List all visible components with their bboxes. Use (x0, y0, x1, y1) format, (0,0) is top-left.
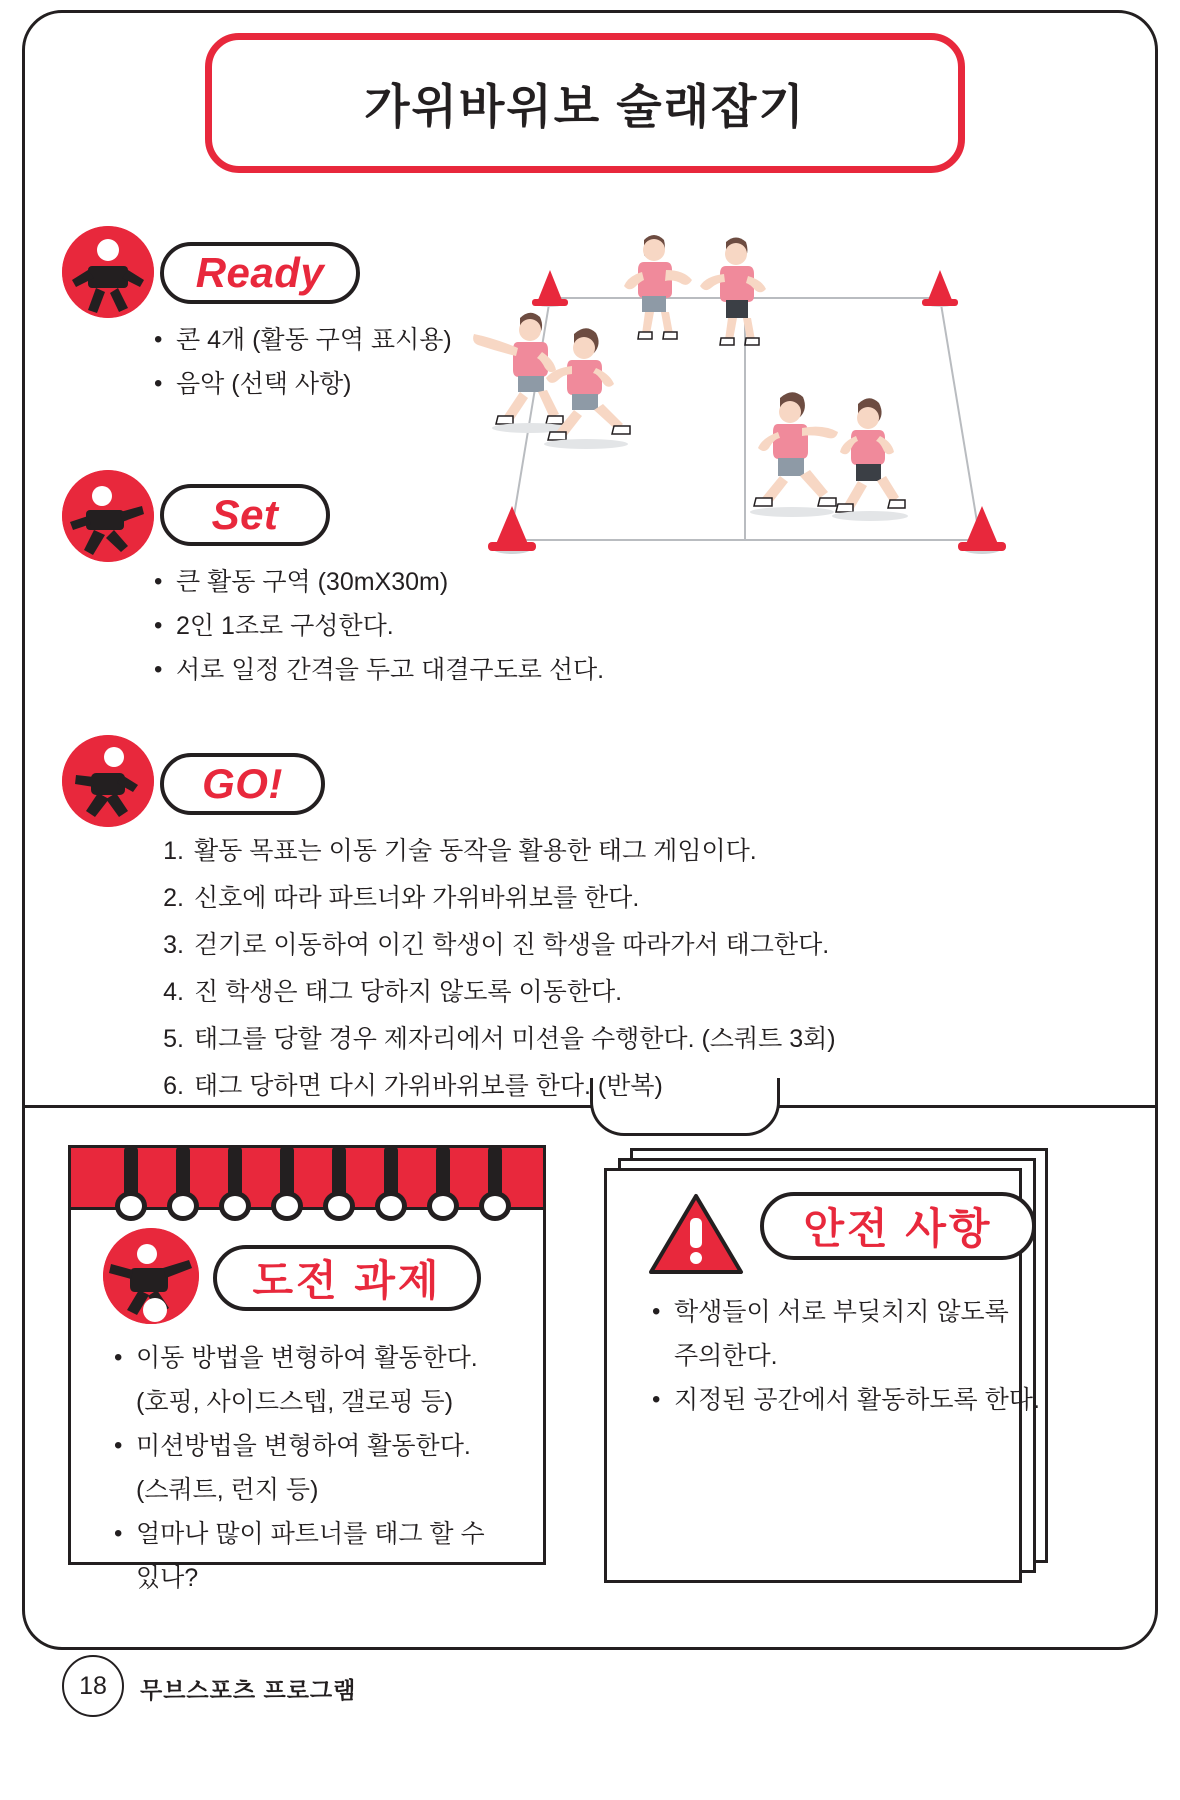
list-item: • 음악 (선택 사항) (150, 362, 452, 406)
list-item-continuation: 있나? (136, 1564, 199, 1592)
spiral-ring-icon (332, 1145, 346, 1207)
list-item: • 지정된 공간에서 활동하도록 한다. (648, 1378, 1040, 1422)
challenge-list (110, 1336, 485, 1600)
page-title: 가위바위보 술래잡기 (364, 79, 806, 133)
step-number: 3. (163, 931, 184, 959)
step-text: 태그를 당할 경우 제자리에서 미션을 수행한다. (스쿼트 3회) (194, 1025, 836, 1053)
cone (532, 270, 568, 307)
list-item: • 학생들이 서로 부딪치지 않도록 (648, 1290, 1040, 1334)
list-item: • 2인 1조로 구성한다. (150, 604, 604, 648)
challenge-pill (213, 1245, 481, 1311)
list-item: • 이동 방법을 변형하여 활동한다. (110, 1336, 485, 1380)
numbered-step (152, 875, 836, 922)
numbered-step (152, 1016, 836, 1063)
program-name: 무브스포츠 프로그램 (140, 1677, 357, 1703)
ready-runner-badge-icon (62, 226, 154, 318)
set-runner-badge-icon (62, 470, 154, 562)
list-item: • 서로 일정 간격을 두고 대결구도로 선다. (150, 648, 604, 692)
step-text: 걷기로 이동하여 이긴 학생이 진 학생을 따라가서 태그한다. (194, 931, 830, 959)
safety-label: 안전 사항 (803, 1205, 993, 1252)
spiral-ring-icon (280, 1145, 294, 1207)
step-text: 진 학생은 태그 당하지 않도록 이동한다. (194, 978, 623, 1006)
warning-triangle-icon (648, 1192, 744, 1276)
set-pill (160, 484, 330, 546)
page-number-badge (62, 1655, 124, 1717)
step-text: 활동 목표는 이동 기술 동작을 활용한 태그 게임이다. (194, 837, 757, 865)
activity-area-diagram (470, 230, 1030, 630)
spiral-ring-icon (436, 1145, 450, 1207)
cone (958, 506, 1006, 554)
numbered-step (152, 922, 836, 969)
player-figure (750, 392, 908, 521)
ready-label: Ready (195, 249, 325, 296)
list-item: • 큰 활동 구역 (30mX30m) (150, 560, 604, 604)
ready-list (150, 318, 452, 406)
player-figure (473, 313, 630, 449)
spiral-ring-icon (488, 1145, 502, 1207)
cone (488, 506, 536, 554)
step-number: 6. (163, 1072, 184, 1100)
challenge-label: 도전 과제 (252, 1257, 442, 1304)
page-number: 18 (79, 1671, 107, 1700)
set-label: Set (211, 491, 279, 538)
spiral-ring-icon (124, 1145, 138, 1207)
step-number: 4. (163, 978, 184, 1006)
go-label: GO! (202, 760, 283, 807)
list-item: • 콘 4개 (활동 구역 표시용) (150, 318, 452, 362)
page-title-banner (205, 33, 965, 173)
list-item: • 얼마나 많이 파트너를 태그 할 수 (110, 1512, 485, 1556)
ready-pill (160, 242, 360, 304)
spiral-ring-icon (228, 1145, 242, 1207)
step-number: 5. (163, 1025, 184, 1053)
step-number: 2. (163, 884, 184, 912)
safety-pill (760, 1192, 1036, 1260)
safety-list (648, 1290, 1040, 1422)
step-text: 신호에 따라 파트너와 가위바위보를 한다. (194, 884, 640, 912)
spiral-ring-icon (384, 1145, 398, 1207)
numbered-step (152, 969, 836, 1016)
numbered-step (152, 828, 836, 875)
list-item: • 미션방법을 변형하여 활동한다. (110, 1424, 485, 1468)
challenge-runner-badge-icon (103, 1228, 199, 1324)
list-item-continuation: 주의한다. (674, 1342, 778, 1370)
go-runner-badge-icon (62, 735, 154, 827)
list-item-continuation: (스쿼트, 런지 등) (136, 1476, 319, 1504)
numbered-step (152, 1063, 836, 1110)
go-steps-list (152, 828, 836, 1110)
cone (922, 270, 958, 307)
go-pill (160, 753, 325, 815)
spiral-ring-icon (176, 1145, 190, 1207)
step-number: 1. (163, 837, 184, 865)
list-item-continuation: (호핑, 사이드스텝, 갤로핑 등) (136, 1388, 454, 1416)
step-text: 태그 당하면 다시 가위바위보를 한다. (반복) (194, 1072, 663, 1100)
